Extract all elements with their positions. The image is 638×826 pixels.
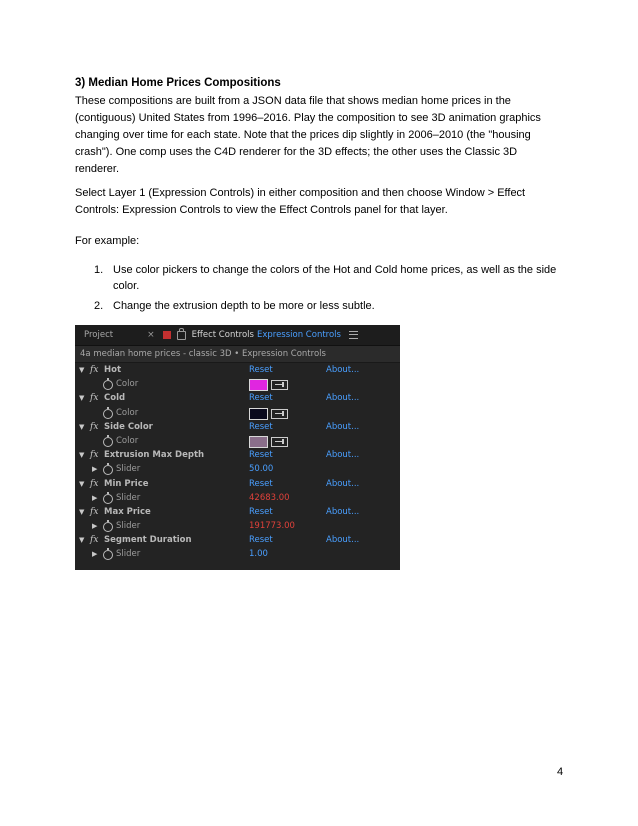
color-swatch[interactable] [249,436,268,448]
fx-icon[interactable]: fx [90,421,99,432]
expand-triangle-icon[interactable]: ▶ [92,522,98,531]
section-heading: 3) Median Home Prices Compositions [75,77,281,89]
panel-tab-bar [75,325,400,346]
expand-triangle-icon[interactable]: ▼ [79,422,85,431]
about-link[interactable]: About... [326,393,360,404]
slider-value[interactable]: 191773.00 [249,521,295,532]
effect-row[interactable] [75,477,400,491]
color-swatch[interactable] [249,379,268,391]
eyedropper-icon[interactable] [271,409,288,419]
tab-layer-name[interactable]: Expression Controls [256,330,341,340]
parameter-name: Slider [116,549,141,560]
effect-controls-panel [75,325,400,570]
expand-triangle-icon[interactable]: ▼ [79,394,85,403]
reset-link[interactable]: Reset [249,393,273,404]
effect-name: Side Color [104,421,153,432]
slider-value[interactable]: 1.00 [249,549,268,560]
effect-name: Segment Duration [104,535,192,546]
list-number: 2. [94,300,104,312]
about-link[interactable]: About... [326,365,360,375]
stopwatch-icon[interactable] [103,437,113,447]
stopwatch-icon[interactable] [103,465,113,475]
fx-icon[interactable]: fx [90,506,99,517]
parameter-name: Slider [116,521,141,532]
reset-link[interactable]: Reset [249,506,273,517]
tab-project[interactable]: Project [84,330,114,340]
effect-row[interactable] [75,505,400,519]
fx-icon[interactable]: fx [90,393,99,404]
expand-triangle-icon[interactable]: ▶ [92,465,98,474]
tab-effect-controls[interactable]: Effect Controls [191,330,254,340]
list-item [75,298,565,314]
parameter-name: Slider [116,464,141,475]
panel-subtitle: 4a median home prices - classic 3D • Expression Controls [75,346,400,363]
eyedropper-icon[interactable] [271,380,288,390]
reset-link[interactable]: Reset [249,365,273,375]
effect-name: Extrusion Max Depth [104,450,205,461]
slider-value[interactable]: 42683.00 [249,492,290,503]
instruction-paragraph: Select Layer 1 (Expression Controls) in either composition and then choose Window > Effect Controls: Expression Controls to view the Effect Controls panel for that layer. [75,187,526,216]
expand-triangle-icon[interactable]: ▼ [79,366,85,374]
stopwatch-icon[interactable] [103,409,113,419]
reset-link[interactable]: Reset [249,478,273,489]
stopwatch-icon[interactable] [103,522,113,532]
close-icon[interactable]: × [147,330,155,340]
reset-link[interactable]: Reset [249,421,273,432]
fx-icon[interactable]: fx [90,450,99,461]
parameter-row [75,434,400,448]
expand-triangle-icon[interactable]: ▶ [92,493,98,502]
lock-icon[interactable] [177,331,186,340]
list-number: 1. [94,264,104,276]
stopwatch-icon[interactable] [103,550,113,560]
fx-icon[interactable]: fx [90,365,99,375]
reset-link[interactable]: Reset [249,535,273,546]
stopwatch-icon[interactable] [103,380,113,390]
reset-link[interactable]: Reset [249,450,273,461]
parameter-name: Color [116,407,139,418]
expand-triangle-icon[interactable]: ▼ [79,536,85,545]
list-item [75,262,565,294]
effects-list [75,363,400,562]
panel-menu-icon[interactable] [349,331,358,339]
effect-name: Cold [104,393,126,404]
parameter-row [75,377,400,391]
parameter-row [75,406,400,420]
effect-row[interactable] [75,448,400,462]
steps-list [75,262,565,318]
stopwatch-icon[interactable] [103,494,113,504]
effect-name: Hot [104,365,122,375]
about-link[interactable]: About... [326,506,360,517]
list-item-text: Change the extrusion depth to be more or less subtle. [113,300,375,312]
expand-triangle-icon[interactable]: ▶ [92,550,98,559]
fx-icon[interactable]: fx [90,535,99,546]
panel-color-label-icon [163,331,171,339]
parameter-name: Color [116,435,139,446]
effect-row[interactable] [75,363,400,377]
parameter-row [75,491,400,505]
eyedropper-icon[interactable] [271,437,288,447]
about-link[interactable]: About... [326,478,360,489]
example-label: For example: [75,235,140,247]
slider-value[interactable]: 50.00 [249,464,274,475]
parameter-name: Slider [116,492,141,503]
fx-icon[interactable]: fx [90,478,99,489]
parameter-row [75,462,400,476]
effect-name: Min Price [104,478,149,489]
expand-triangle-icon[interactable]: ▼ [79,451,85,460]
parameter-row [75,519,400,533]
expand-triangle-icon[interactable]: ▼ [79,507,85,516]
effect-row[interactable] [75,533,400,547]
about-link[interactable]: About... [326,421,360,432]
expand-triangle-icon[interactable]: ▼ [79,479,85,488]
effect-row[interactable] [75,391,400,405]
color-swatch[interactable] [249,408,268,420]
parameter-name: Color [116,379,139,390]
page-number: 4 [557,766,564,778]
parameter-row [75,547,400,561]
effect-name: Max Price [104,506,151,517]
about-link[interactable]: About... [326,535,360,546]
list-item-text: Use color pickers to change the colors of the Hot and Cold home prices, as well as the side color. [113,264,557,292]
effect-row[interactable] [75,420,400,434]
intro-paragraph: These compositions are built from a JSON data file that shows median home prices in the (contiguous) United States from 1996–2016. Play the composition to see 3D animation graphics changing over time for each state. Note that the prices dip slightly in 2006–2010 (the "housing crash"). One comp uses the C4D renderer for the 3D effects; the other uses the Classic 3D renderer. [75,95,541,175]
about-link[interactable]: About... [326,450,360,461]
